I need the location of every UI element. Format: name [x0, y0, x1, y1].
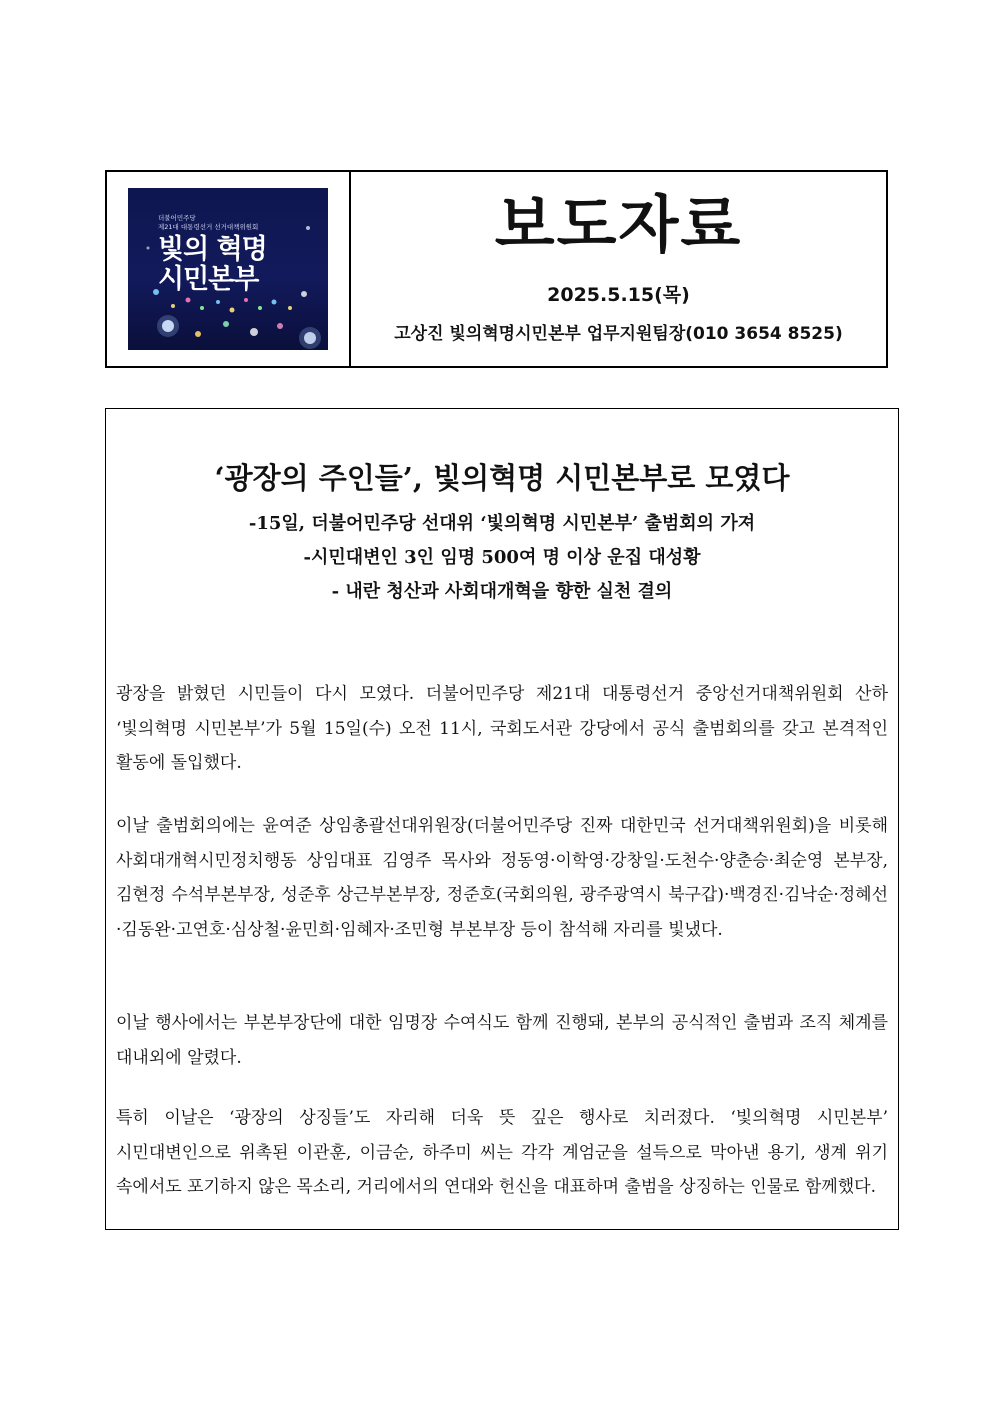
subheadline-1: -15일, 더불어민주당 선대위 ‘빛의혁명 시민본부’ 출범회의 가져 — [248, 513, 756, 534]
subheadline-2: -시민대변인 3인 임명 500여 명 이상 운집 대성황 — [303, 547, 701, 568]
logo-org-line1: 더불어민주당 — [158, 214, 196, 222]
citizen-headquarters-logo — [128, 188, 328, 350]
article-paragraph-2: 이날 출범회의에는 윤여준 상임총괄선대위원장(더불어민주당 진짜 대한민국 선거대책위원회)을 비롯해 사회대개혁시민정치행동 상임대표 김영주 목사와 정동영·이학영·강창일·도천수·양춘승·최순영 본부장, 김현정 수석부본부장, 성준후 상근부본부장, 정준호(국회의원, 광주광역시 북구갑)·백경진·김낙순·정혜선·김동완·고연호·심상철·윤민희·임혜자·조민형 부본부장 등이 참석해 자리를 빛냈다. — [116, 816, 888, 940]
article-paragraph-3: 이날 행사에서는 부본부장단에 대한 임명장 수여식도 함께 진행돼, 본부의 공식적인 출범과 조직 체계를 대내외에 알렸다. — [116, 1013, 888, 1068]
press-header — [105, 170, 888, 368]
release-date: 2025.5.15(목) — [547, 284, 690, 306]
article-headline: ‘광장의 주인들’, 빛의혁명 시민본부로 모였다 — [214, 461, 790, 495]
title-cell — [351, 172, 886, 366]
article-paragraph-1: 광장을 밝혔던 시민들이 다시 모였다. 더불어민주당 제21대 대통령선거 중앙선거대책위원회 산하 ‘빛의혁명 시민본부’가 5월 15일(수) 오전 11시, 국회도서관 강당에서 공식 출범회의를 갖고 본격적인 활동에 돌입했다. — [116, 684, 888, 773]
contact-info: 고상진 빛의혁명시민본부 업무지원팀장(010 3654 8525) — [394, 324, 843, 344]
logo-name-line2: 시민본부 — [158, 264, 259, 295]
press-release-title: 보도자료 — [494, 188, 743, 261]
subheadline-3: - 내란 청산과 사회대개혁을 향한 실천 결의 — [331, 581, 673, 602]
logo-org-line2: 제21대 대통령선거 선거대책위원회 — [158, 223, 259, 231]
logo-cell — [107, 172, 351, 366]
article-box — [105, 408, 899, 1230]
article-paragraph-4: 특히 이날은 ‘광장의 상징들’도 자리해 더욱 뜻 깊은 행사로 치러졌다. ‘빛의혁명 시민본부’ 시민대변인으로 위촉된 이관훈, 이금순, 하주미 씨는 각각 계엄군을 설득으로 막아낸 용기, 생계 위기 속에서도 포기하지 않은 목소리, 거리에서의 연대와 헌신을 대표하며 출범을 상징하는 인물로 함께했다. — [116, 1108, 888, 1197]
logo-name-line1: 빛의 혁명 — [158, 234, 267, 265]
